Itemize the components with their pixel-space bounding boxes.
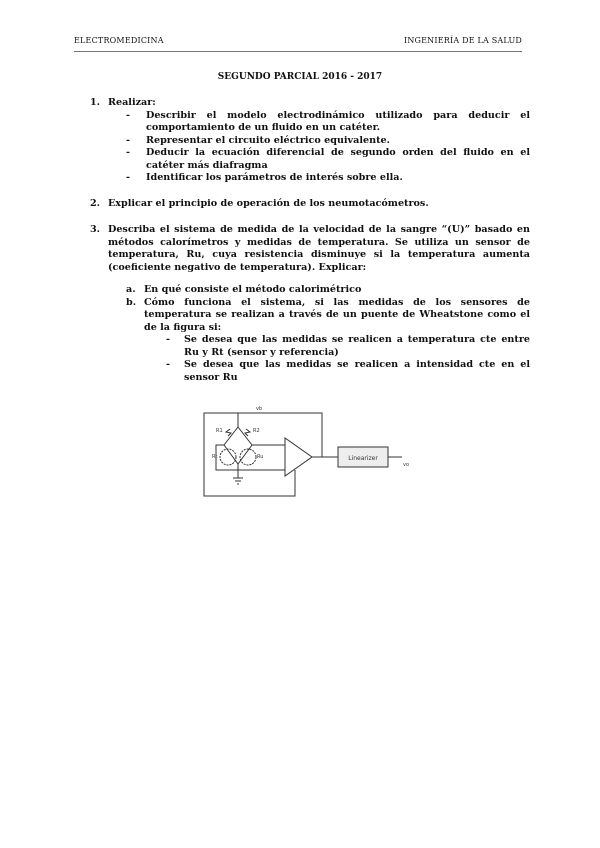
question-1-item: - Describir el modelo electrodinámico utilizado para deducir el comportamiento de un fluido en un catéter. [126,110,530,135]
header-left: ELECTROMEDICINA [74,36,164,45]
rt-label: Rt [212,454,218,460]
question-1-number: 1. [90,97,101,108]
question-1 [90,97,530,185]
r2-label: R2 [253,428,260,434]
vb-label: vb [256,406,263,412]
question-3 [90,224,530,384]
wheatstone-bridge-figure [190,400,420,515]
ru-label: Ru [257,454,264,460]
question-3-number: 3. [90,224,101,235]
r1-label: R1 [216,428,223,434]
question-3-subitem: - Se desea que las medidas se realicen a intensidad cte en el sensor Ru [166,359,530,384]
question-1-list [108,110,530,185]
question-3-list [108,284,530,384]
page-title: SEGUNDO PARCIAL 2016 - 2017 [217,72,383,82]
question-3-text: Describa el sistema de medida de la velocidad de la sangre “(U)” basado en métodos calorímetros y medidas de temperatura. Se utiliza un sensor de temperatura, Ru, cuya resistencia disminuye si la temperatura aumenta (coeficiente negativo de temperatura). Explicar: [108,224,530,273]
header-right: INGENIERÍA DE LA SALUD [403,36,522,45]
question-1-item: - Representar el circuito eléctrico equivalente. [126,135,530,148]
item-letter: a. [126,284,136,295]
item-text: Cómo funciona el sistema, si las medidas de los sensores de temperatura se realizan a través de un puente de Wheatstone como el de la figura si: [144,296,530,333]
vo-label: vo [403,462,410,468]
header-rule [74,51,522,52]
item-letter: b. [126,296,137,308]
question-2-number: 2. [90,198,101,209]
question-1-label: Realizar: [108,97,156,108]
question-3-sublist [144,334,530,384]
question-3-item-b [126,297,530,385]
question-2 [90,198,530,211]
question-1-item: - Deducir la ecuación diferencial de segundo orden del fluido en el catéter más diafragma [126,147,530,172]
question-1-item: - Identificar los parámetros de interés sobre ella. [126,172,530,185]
item-text: En qué consiste el método calorimétrico [144,284,362,295]
question-2-text: Explicar el principio de operación de los neumotacómetros. [108,198,429,209]
question-3-subitem: - Se desea que las medidas se realicen a temperatura cte entre Ru y Rt (sensor y referencia) [166,334,530,359]
question-3-item-a [126,284,530,297]
linearizer-label: Linearizer [348,455,378,462]
